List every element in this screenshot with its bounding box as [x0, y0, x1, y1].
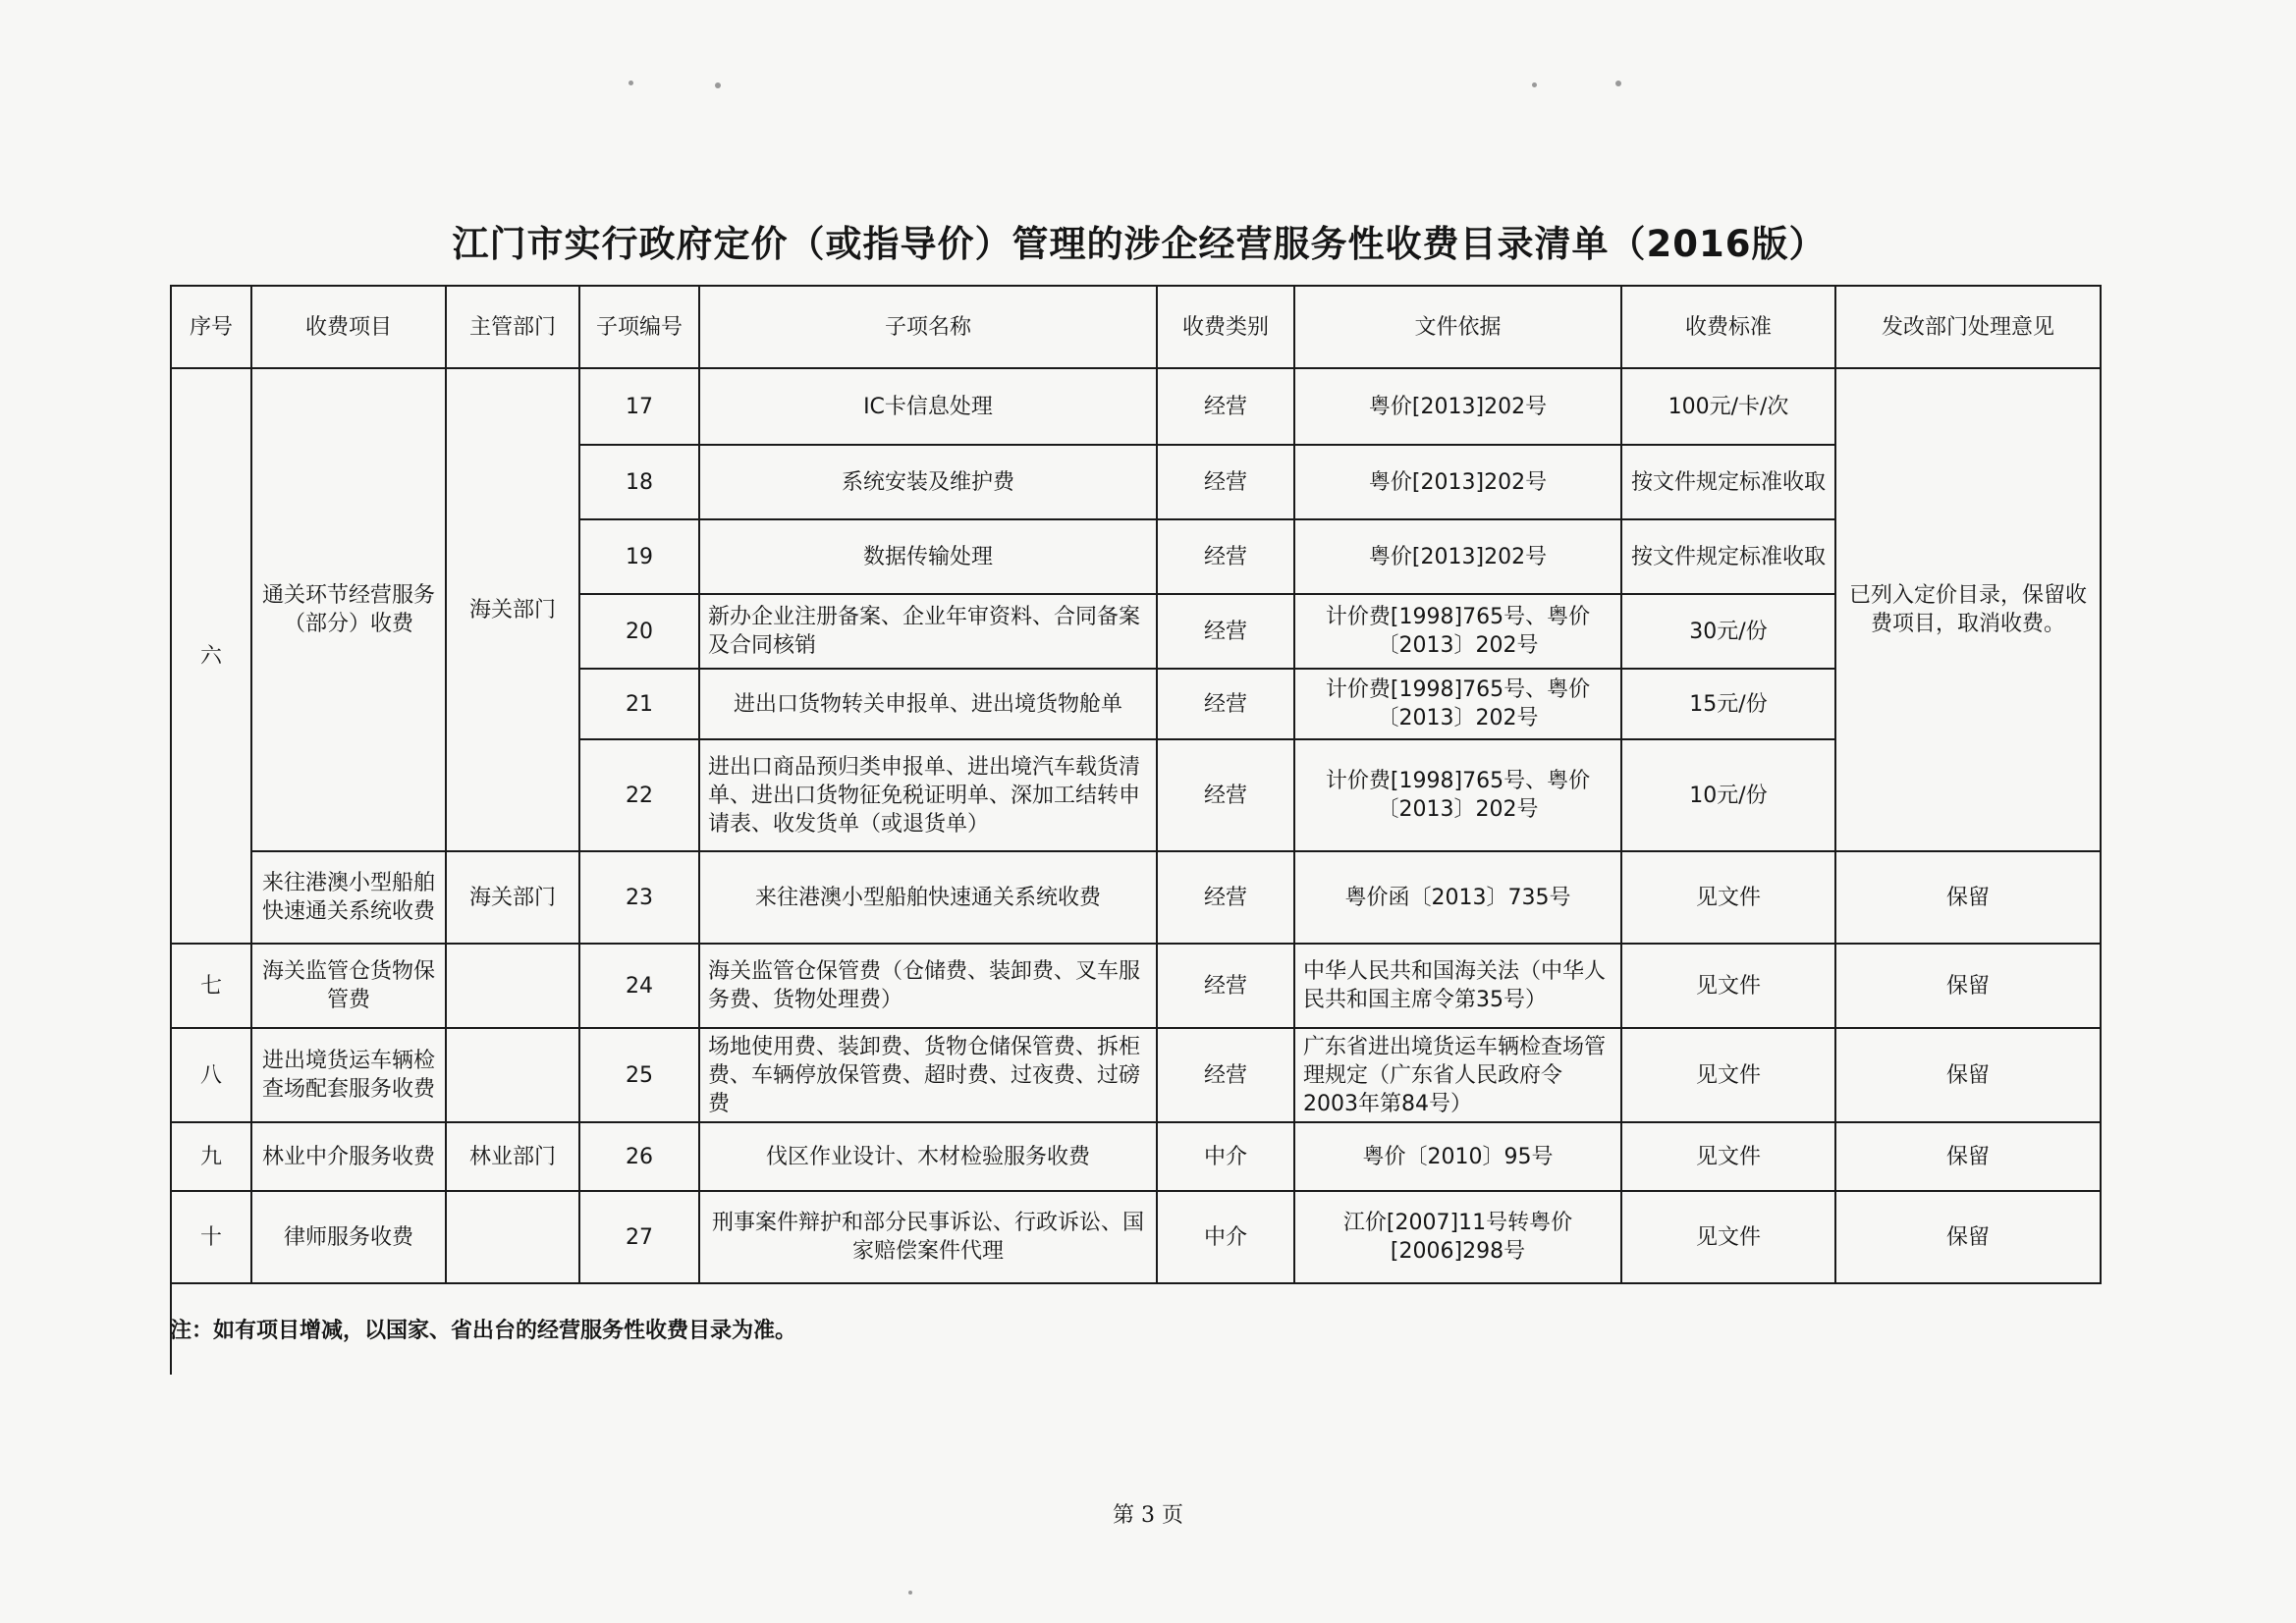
item-cell: 律师服务收费 — [251, 1191, 446, 1283]
item-cell: 进出境货运车辆检查场配套服务收费 — [251, 1028, 446, 1122]
sub-no-cell: 26 — [579, 1122, 699, 1191]
standard-cell: 按文件规定标准收取 — [1621, 519, 1835, 594]
scan-speck — [908, 1591, 912, 1595]
page-number: 第 3 页 — [1113, 1503, 1183, 1528]
sub-name-cell: 数据传输处理 — [699, 519, 1157, 594]
item-cell: 海关监管仓货物保管费 — [251, 944, 446, 1028]
header-basis: 文件依据 — [1294, 286, 1621, 368]
table-row — [171, 1122, 2101, 1191]
sub-name-cell: 刑事案件辩护和部分民事诉讼、行政诉讼、国家赔偿案件代理 — [699, 1191, 1157, 1283]
sub-no-cell: 20 — [579, 594, 699, 669]
standard-cell: 100元/卡/次 — [1621, 368, 1835, 445]
scan-speck — [715, 82, 721, 88]
dept-cell — [446, 1191, 579, 1283]
standard-cell: 见文件 — [1621, 1122, 1835, 1191]
table-row — [171, 1191, 2101, 1283]
sub-no-cell: 24 — [579, 944, 699, 1028]
dept-cell: 海关部门 — [446, 368, 579, 851]
sub-no-cell: 18 — [579, 445, 699, 519]
item-cell: 来往港澳小型船舶快速通关系统收费 — [251, 851, 446, 944]
type-cell: 经营 — [1157, 519, 1294, 594]
sub-name-cell: 来往港澳小型船舶快速通关系统收费 — [699, 851, 1157, 944]
scan-speck — [629, 81, 633, 85]
header-seq: 序号 — [171, 286, 251, 368]
table-header-row — [171, 286, 2101, 368]
opinion-cell: 保留 — [1835, 1191, 2101, 1283]
sub-no-cell: 19 — [579, 519, 699, 594]
opinion-cell: 保留 — [1835, 851, 2101, 944]
opinion-cell: 已列入定价目录，保留收费项目，取消收费。 — [1835, 368, 2101, 851]
header-standard: 收费标准 — [1621, 286, 1835, 368]
header-sub-no: 子项编号 — [579, 286, 699, 368]
basis-cell: 粤价[2013]202号 — [1294, 519, 1621, 594]
seq-cell: 七 — [171, 944, 251, 1028]
dept-cell — [446, 944, 579, 1028]
header-item: 收费项目 — [251, 286, 446, 368]
standard-cell: 30元/份 — [1621, 594, 1835, 669]
table-row — [171, 851, 2101, 944]
header-type: 收费类别 — [1157, 286, 1294, 368]
table-row — [171, 1028, 2101, 1122]
sub-name-cell: 系统安装及维护费 — [699, 445, 1157, 519]
fee-catalog-table — [170, 285, 2102, 1284]
scan-speck — [1532, 82, 1537, 87]
basis-cell: 粤价〔2010〕95号 — [1294, 1122, 1621, 1191]
sub-name-cell: 进出口货物转关申报单、进出境货物舱单 — [699, 669, 1157, 739]
table-row — [171, 944, 2101, 1028]
seq-cell: 十 — [171, 1191, 251, 1283]
standard-cell: 见文件 — [1621, 851, 1835, 944]
type-cell: 经营 — [1157, 1028, 1294, 1122]
item-cell: 林业中介服务收费 — [251, 1122, 446, 1191]
type-cell: 经营 — [1157, 368, 1294, 445]
sub-name-cell: 海关监管仓保管费（仓储费、装卸费、叉车服务费、货物处理费） — [699, 944, 1157, 1028]
document-title: 江门市实行政府定价（或指导价）管理的涉企经营服务性收费目录清单（2016版） — [452, 223, 1827, 265]
basis-cell: 粤价函〔2013〕735号 — [1294, 851, 1621, 944]
standard-cell: 10元/份 — [1621, 739, 1835, 851]
sub-name-cell: 进出口商品预归类申报单、进出境汽车载货清单、进出口货物征免税证明单、深加工结转申请表、收发货单（或退货单） — [699, 739, 1157, 851]
item-cell: 通关环节经营服务（部分）收费 — [251, 368, 446, 851]
type-cell: 经营 — [1157, 944, 1294, 1028]
dept-cell — [446, 1028, 579, 1122]
sub-no-cell: 27 — [579, 1191, 699, 1283]
basis-cell: 江价[2007]11号转粤价[2006]298号 — [1294, 1191, 1621, 1283]
type-cell: 中介 — [1157, 1191, 1294, 1283]
seq-cell: 九 — [171, 1122, 251, 1191]
type-cell: 经营 — [1157, 594, 1294, 669]
basis-cell: 计价费[1998]765号、粤价〔2013〕202号 — [1294, 739, 1621, 851]
basis-cell: 计价费[1998]765号、粤价〔2013〕202号 — [1294, 669, 1621, 739]
sub-no-cell: 21 — [579, 669, 699, 739]
footnote: 注：如有项目增减，以国家、省出台的经营服务性收费目录为准。 — [170, 1319, 797, 1343]
dept-cell: 海关部门 — [446, 851, 579, 944]
seq-cell: 六 — [171, 368, 251, 944]
standard-cell: 15元/份 — [1621, 669, 1835, 739]
header-sub-name: 子项名称 — [699, 286, 1157, 368]
basis-cell: 粤价[2013]202号 — [1294, 445, 1621, 519]
type-cell: 经营 — [1157, 851, 1294, 944]
seq-cell: 八 — [171, 1028, 251, 1122]
opinion-cell: 保留 — [1835, 1028, 2101, 1122]
type-cell: 经营 — [1157, 445, 1294, 519]
standard-cell: 按文件规定标准收取 — [1621, 445, 1835, 519]
sub-name-cell: 新办企业注册备案、企业年审资料、合同备案及合同核销 — [699, 594, 1157, 669]
header-dept: 主管部门 — [446, 286, 579, 368]
standard-cell: 见文件 — [1621, 1191, 1835, 1283]
sub-no-cell: 22 — [579, 739, 699, 851]
basis-cell: 计价费[1998]765号、粤价〔2013〕202号 — [1294, 594, 1621, 669]
opinion-cell: 保留 — [1835, 944, 2101, 1028]
scan-speck — [1615, 81, 1621, 86]
sub-no-cell: 17 — [579, 368, 699, 445]
standard-cell: 见文件 — [1621, 944, 1835, 1028]
type-cell: 中介 — [1157, 1122, 1294, 1191]
basis-cell: 粤价[2013]202号 — [1294, 368, 1621, 445]
opinion-cell: 保留 — [1835, 1122, 2101, 1191]
sub-no-cell: 23 — [579, 851, 699, 944]
type-cell: 经营 — [1157, 739, 1294, 851]
sub-name-cell: 伐区作业设计、木材检验服务收费 — [699, 1122, 1157, 1191]
sub-name-cell: IC卡信息处理 — [699, 368, 1157, 445]
dept-cell: 林业部门 — [446, 1122, 579, 1191]
basis-cell: 广东省进出境货运车辆检查场管理规定（广东省人民政府令2003年第84号） — [1294, 1028, 1621, 1122]
type-cell: 经营 — [1157, 669, 1294, 739]
table-row — [171, 368, 2101, 445]
header-opinion: 发改部门处理意见 — [1835, 286, 2101, 368]
standard-cell: 见文件 — [1621, 1028, 1835, 1122]
basis-cell: 中华人民共和国海关法（中华人民共和国主席令第35号） — [1294, 944, 1621, 1028]
sub-no-cell: 25 — [579, 1028, 699, 1122]
sub-name-cell: 场地使用费、装卸费、货物仓储保管费、拆柜费、车辆停放保管费、超时费、过夜费、过磅费 — [699, 1028, 1157, 1122]
